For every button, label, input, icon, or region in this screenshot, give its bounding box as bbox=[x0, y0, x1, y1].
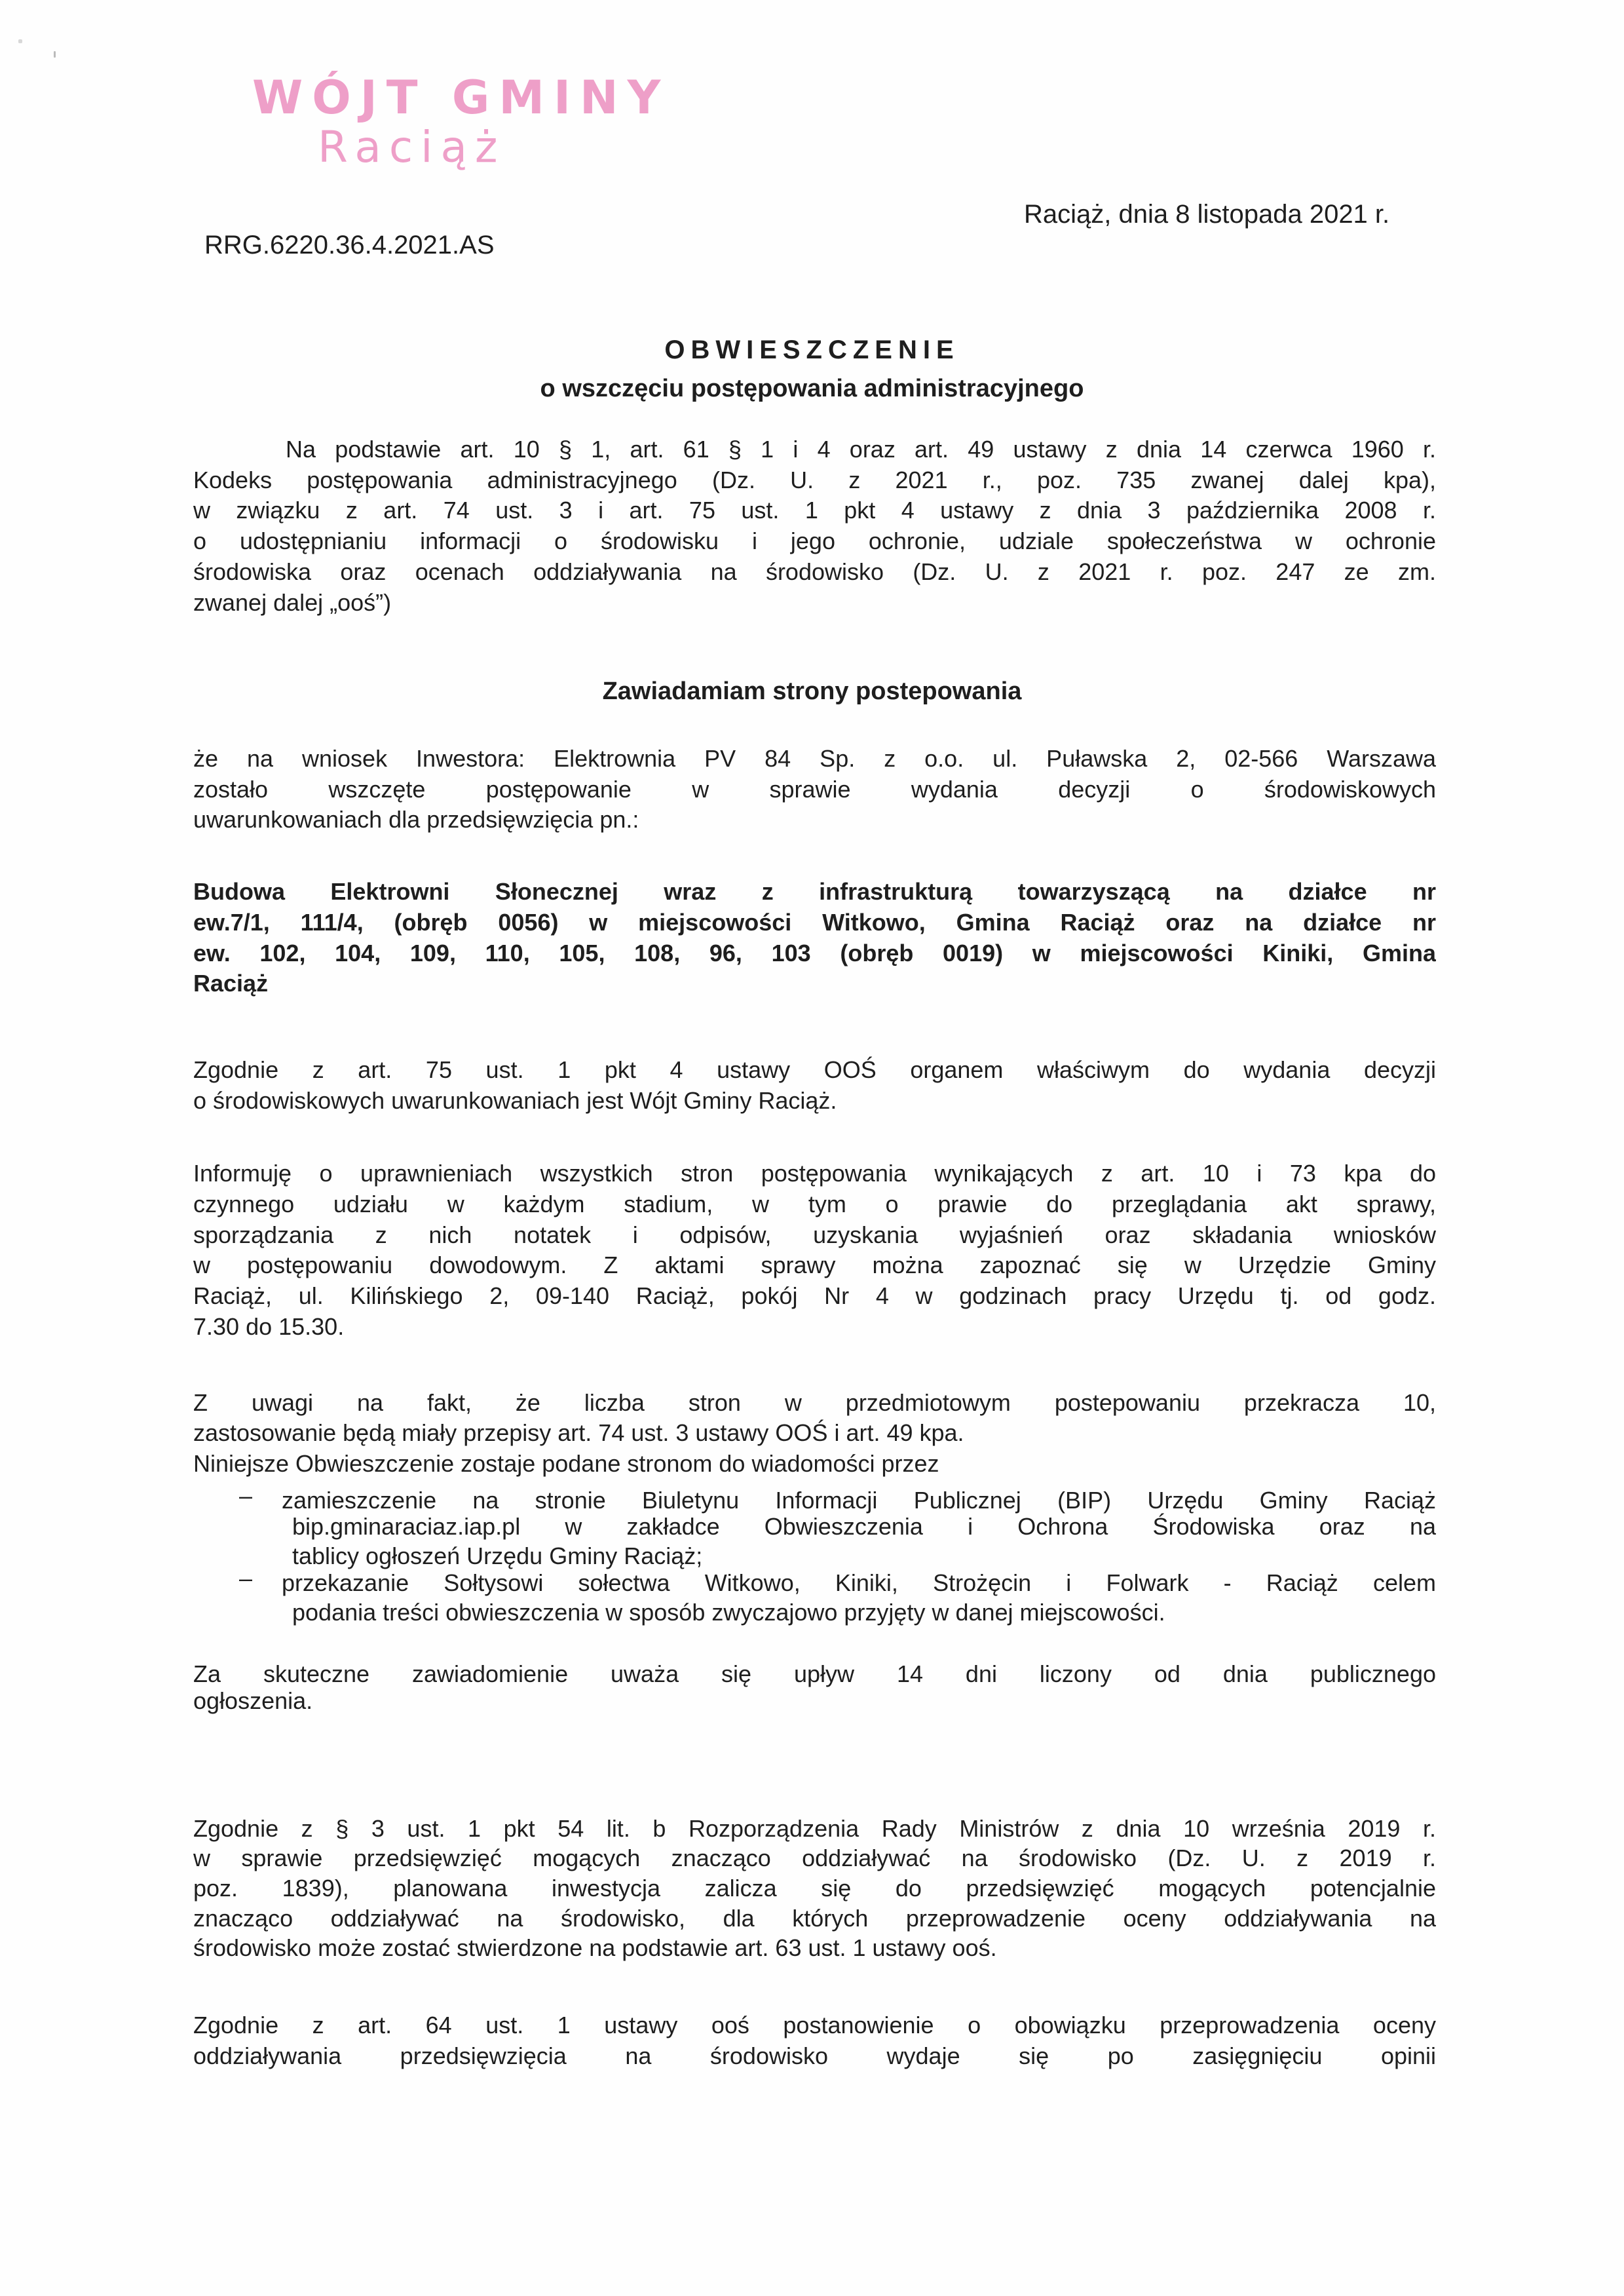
paragraph-line: znacząco oddziaływać na środowisko, dla których przeprowadzenie oceny oddziaływania na bbox=[193, 1905, 1436, 1932]
bullet-dash: – bbox=[239, 1482, 253, 1509]
bullet-line: tablicy ogłoszeń Urzędu Gminy Raciąż; bbox=[292, 1542, 703, 1569]
paragraph-line: poz. 1839), planowana inwestycja zalicza się do przedsięwzięć mogących potencjalnie bbox=[193, 1875, 1436, 1902]
paragraph-line: Zgodnie z § 3 ust. 1 pkt 54 lit. b Rozporządzenia Rady Ministrów z dnia 10 września 2019 r. bbox=[193, 1815, 1436, 1842]
paragraph-line: środowisko może zostać stwierdzone na podstawie art. 63 ust. 1 ustawy ooś. bbox=[193, 1934, 997, 1961]
paragraph-line: Na podstawie art. 10 § 1, art. 61 § 1 i 4 oraz art. 49 ustawy z dnia 14 czerwca 1960 r. bbox=[286, 436, 1436, 463]
paragraph-line: Za skuteczne zawiadomienie uważa się upływ 14 dni liczony od dnia publicznego bbox=[193, 1660, 1436, 1687]
stamp-line-2: Raciąż bbox=[318, 122, 506, 172]
paragraph-line: Z uwagi na fakt, że liczba stron w przedmiotowym postepowaniu przekracza 10, bbox=[193, 1389, 1436, 1416]
reference-number: RRG.6220.36.4.2021.AS bbox=[204, 231, 495, 259]
paragraph-line: uwarunkowaniach dla przedsięwzięcia pn.: bbox=[193, 806, 639, 833]
paragraph-line: Kodeks postępowania administracyjnego (Dz. U. z 2021 r., poz. 735 zwanej dalej kpa), bbox=[193, 467, 1436, 493]
paragraph-line: ogłoszenia. bbox=[193, 1687, 313, 1714]
paragraph-line: Zgodnie z art. 64 ust. 1 ustawy ooś postanowienie o obowiązku przeprowadzenia oceny bbox=[193, 2012, 1436, 2038]
place-and-date: Raciąż, dnia 8 listopada 2021 r. bbox=[1024, 200, 1390, 229]
paragraph-line: ew.7/1, 111/4, (obręb 0056) w miejscowości Witkowo, Gmina Raciąż oraz na działce nr bbox=[193, 909, 1436, 936]
bullet-dash: – bbox=[239, 1565, 253, 1592]
paragraph-line: Budowa Elektrowni Słonecznej wraz z infrastrukturą towarzyszącą na działce nr bbox=[193, 878, 1436, 905]
paragraph-line: zwanej dalej „ooś”) bbox=[193, 589, 392, 616]
paragraph-line: oddziaływania przedsięwzięcia na środowisko wydaje się po zasięgnięciu opinii bbox=[193, 2042, 1436, 2069]
paragraph-line: w postępowaniu dowodowym. Z aktami sprawy można zapoznać się w Urzędzie Gminy bbox=[193, 1252, 1436, 1278]
paragraph-line: Zgodnie z art. 75 ust. 1 pkt 4 ustawy OOŚ organem właściwym do wydania decyzji bbox=[193, 1056, 1436, 1083]
bullet-line: zamieszczenie na stronie Biuletynu Informacji Publicznej (BIP) Urzędu Gminy Raciąż bbox=[282, 1487, 1436, 1514]
paragraph-line: o udostępnianiu informacji o środowisku i jego ochronie, udziale społeczeństwa w ochronie bbox=[193, 527, 1436, 554]
paragraph-line: Raciąż bbox=[193, 970, 269, 997]
paragraph-line: 7.30 do 15.30. bbox=[193, 1313, 345, 1340]
paragraph-line: że na wniosek Inwestora: Elektrownia PV 84 Sp. z o.o. ul. Puławska 2, 02-566 Warszawa bbox=[193, 745, 1436, 772]
notice-title: Zawiadamiam strony postepowania bbox=[602, 678, 1022, 705]
document-subtitle: o wszczęciu postępowania administracyjnego bbox=[540, 375, 1084, 402]
paragraph-line: w związku z art. 74 ust. 3 i art. 75 ust. 1 pkt 4 ustawy z dnia 3 października 2008 r. bbox=[193, 497, 1436, 524]
scan-speck bbox=[54, 51, 56, 58]
stamp-line-1: WÓJT GMINY bbox=[252, 71, 670, 124]
document-heading: OBWIESZCZENIE bbox=[664, 335, 960, 364]
paragraph-line: sporządzania z nich notatek i odpisów, uzyskania wyjaśnień oraz składania wniosków bbox=[193, 1221, 1436, 1248]
scan-speck bbox=[18, 39, 22, 43]
paragraph-line: zastosowanie będą miały przepisy art. 74 ust. 3 ustawy OOŚ i art. 49 kpa. bbox=[193, 1419, 964, 1446]
bullet-line: bip.gminaraciaz.iap.pl w zakładce Obwieszczenia i Ochrona Środowiska oraz na bbox=[292, 1513, 1436, 1540]
paragraph-line: Informuję o uprawnieniach wszystkich stron postępowania wynikających z art. 10 i 73 kpa do bbox=[193, 1160, 1436, 1187]
paragraph-line: środowiska oraz ocenach oddziaływania na środowisko (Dz. U. z 2021 r. poz. 247 ze zm. bbox=[193, 558, 1436, 585]
paragraph-line: czynnego udziału w każdym stadium, w tym o prawie do przeglądania akt sprawy, bbox=[193, 1191, 1436, 1217]
paragraph-line: ew. 102, 104, 109, 110, 105, 108, 96, 103 (obręb 0019) w miejscowości Kiniki, Gmina bbox=[193, 940, 1436, 966]
bullet-line: podania treści obwieszczenia w sposób zwyczajowo przyjęty w danej miejscowości. bbox=[292, 1599, 1165, 1626]
paragraph-line: Niniejsze Obwieszczenie zostaje podane stronom do wiadomości przez bbox=[193, 1450, 939, 1477]
bullet-line: przekazanie Sołtysowi sołectwa Witkowo, Kiniki, Strożęcin i Folwark - Raciąż celem bbox=[282, 1569, 1436, 1596]
paragraph-line: o środowiskowych uwarunkowaniach jest Wójt Gminy Raciąż. bbox=[193, 1087, 837, 1114]
paragraph-line: zostało wszczęte postępowanie w sprawie wydania decyzji o środowiskowych bbox=[193, 776, 1436, 803]
paragraph-line: w sprawie przedsięwzięć mogących znacząco oddziaływać na środowisko (Dz. U. z 2019 r. bbox=[193, 1845, 1436, 1871]
paragraph-line: Raciąż, ul. Kilińskiego 2, 09-140 Raciąż, pokój Nr 4 w godzinach pracy Urzędu tj. od godz. bbox=[193, 1282, 1436, 1309]
